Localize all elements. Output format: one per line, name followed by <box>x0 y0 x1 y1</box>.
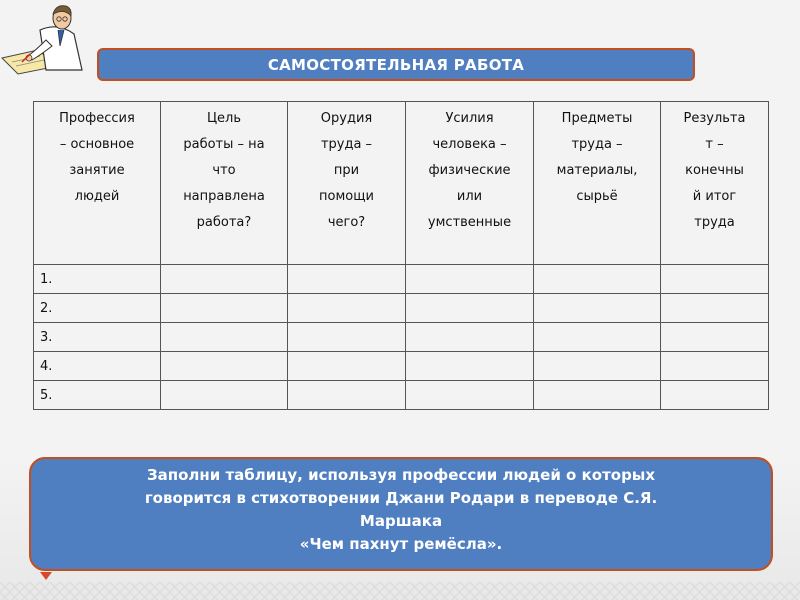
table-cell[interactable] <box>406 294 534 323</box>
header-result: Результа т – конечны й итог труда <box>661 102 769 265</box>
table-cell[interactable] <box>161 323 288 352</box>
task-line: говорится в стихотворении Джани Родари в переводе С.Я. <box>144 489 658 507</box>
table-cell[interactable] <box>406 265 534 294</box>
task-line: «Чем пахнут ремёсла». <box>299 535 503 553</box>
page-title: САМОСТОЯТЕЛЬНАЯ РАБОТА <box>97 48 695 81</box>
table-cell[interactable] <box>534 265 661 294</box>
background-pattern <box>0 582 800 600</box>
table-row <box>34 265 769 294</box>
row-number: 3. <box>34 323 161 352</box>
table-row <box>34 294 769 323</box>
table-cell[interactable] <box>661 352 769 381</box>
table-cell[interactable] <box>534 381 661 410</box>
table-cell[interactable] <box>406 323 534 352</box>
row-number: 4. <box>34 352 161 381</box>
table-cell[interactable] <box>288 381 406 410</box>
table-row <box>34 381 769 410</box>
task-line: Маршака <box>359 512 443 530</box>
table-cell[interactable] <box>661 294 769 323</box>
worksheet-table <box>33 101 769 410</box>
task-line: Заполни таблицу, используя профессии людей о которых <box>146 466 656 484</box>
header-effort: Усилия человека – физические или умственные <box>406 102 534 265</box>
table-cell[interactable] <box>661 381 769 410</box>
table-cell[interactable] <box>534 323 661 352</box>
table-cell[interactable] <box>288 265 406 294</box>
corner-arrow-icon <box>40 572 52 580</box>
header-goal: Цель работы – на что направлена работа? <box>161 102 288 265</box>
table-header-row <box>34 102 769 265</box>
table-row <box>34 352 769 381</box>
task-instructions <box>29 457 773 571</box>
row-number: 2. <box>34 294 161 323</box>
teacher-writing-icon <box>0 0 92 75</box>
table-cell[interactable] <box>161 381 288 410</box>
table-cell[interactable] <box>661 265 769 294</box>
table-cell[interactable] <box>161 265 288 294</box>
table-cell[interactable] <box>406 381 534 410</box>
table-cell[interactable] <box>534 294 661 323</box>
table-cell[interactable] <box>161 352 288 381</box>
row-number: 1. <box>34 265 161 294</box>
header-profession: Профессия – основное занятие людей <box>34 102 161 265</box>
table-cell[interactable] <box>661 323 769 352</box>
table-cell[interactable] <box>534 352 661 381</box>
table-cell[interactable] <box>406 352 534 381</box>
row-number: 5. <box>34 381 161 410</box>
table-cell[interactable] <box>288 323 406 352</box>
table-cell[interactable] <box>288 352 406 381</box>
header-tools: Орудия труда – при помощи чего? <box>288 102 406 265</box>
table-cell[interactable] <box>288 294 406 323</box>
table-row <box>34 323 769 352</box>
table-cell[interactable] <box>161 294 288 323</box>
header-materials: Предметы труда – материалы, сырьё <box>534 102 661 265</box>
